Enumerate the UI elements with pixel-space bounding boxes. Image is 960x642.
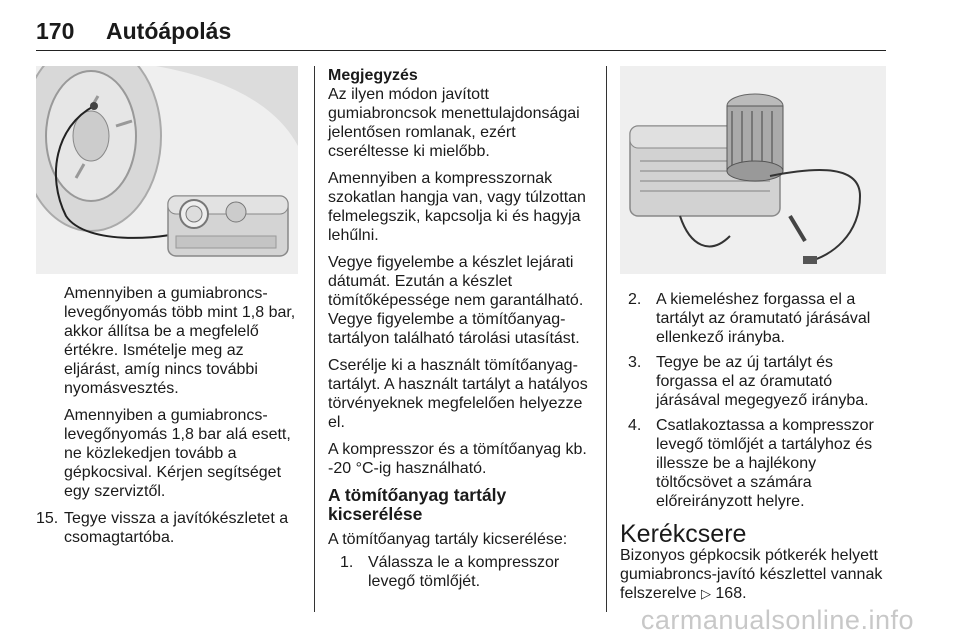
page-reference[interactable]: 168.: [715, 585, 747, 602]
sealant-bottle-illustration: [620, 66, 886, 274]
paragraph: [620, 546, 890, 603]
list-item: [628, 290, 890, 347]
paragraph: Amennyiben a gumiabroncs-levegőnyomás 1,8 bar alá esett, ne közlekedjen tovább a gépkocsival. Kérjen segítséget egy szerviztől.: [64, 407, 291, 500]
chapter-title: Autóápolás: [106, 18, 232, 44]
arrow-ref-icon: ▷: [700, 586, 711, 601]
paragraph: Amennyiben a kompresszornak szokatlan hangja van, vagy túlzottan felmelegszik, kapcsolja ki és hagyja lehűlni.: [328, 170, 586, 244]
column-1-text: [36, 284, 304, 553]
list-item: [628, 353, 890, 410]
page-number: 170: [36, 18, 75, 44]
section-heading: Kerékcsere: [620, 520, 747, 548]
section-heading: A tömítőanyag tartály kicserélése: [328, 485, 507, 524]
list-item: [628, 416, 890, 511]
paragraph-text: Bizonyos gépkocsik pótkerék helyett gumiabroncs-javító készlettel vannak felszerelve: [620, 547, 883, 602]
step-number: 15.: [36, 510, 59, 527]
paragraph: A kompresszor és a tömítőanyag kb. -20 °C-ig használható.: [328, 441, 587, 477]
step-number: 3.: [628, 354, 642, 371]
step-number: 1.: [340, 554, 354, 571]
column-3-text: [620, 290, 890, 611]
section-intro: A tömítőanyag tartály kicserélése:: [328, 531, 568, 548]
step-text: Tegye vissza a javítókészletet a csomagtartóba.: [64, 510, 289, 546]
page-header: [36, 14, 886, 51]
step-text: Tegye be az új tartályt és forgassa el az óramutató járásával megegyező irányba.: [656, 354, 869, 409]
list-item: [340, 553, 594, 591]
note-title: Megjegyzés: [328, 67, 418, 84]
step-text: Csatlakoztassa a kompresszor levegő tömlőjét a tartályhoz és illessze be a hajlékony töltőcsövet a számára előreirányzott helyre.: [656, 417, 874, 510]
list-item: [36, 509, 304, 547]
column-divider: [314, 66, 315, 612]
step-number: 4.: [628, 417, 642, 434]
note-text: Az ilyen módon javított gumiabroncsok menettulajdonságai jelentősen romlanak, ezért cseréltesse ki mielőbb.: [328, 86, 580, 160]
step-text: A kiemeléshez forgassa el a tartályt az óramutató járásával ellenkező irányba.: [656, 291, 871, 346]
paragraph: Amennyiben a gumiabroncs-levegőnyomás több mint 1,8 bar, akkor állítsa be a megfelelő értékre. Ismételje meg az eljárást, amíg nincs további nyomásvesztés.: [64, 285, 296, 397]
column-divider: [606, 66, 607, 612]
paragraph: Vegye figyelembe a készlet lejárati dátumát. Ezután a készlet tömítőképessége nem garantálható. Vegye figyelembe a tömítőanyag-tartályon található tárolási utasítást.: [328, 254, 584, 347]
watermark: carmanualsonline.info: [640, 605, 914, 635]
column-2-text: [328, 66, 594, 597]
tire-compressor-illustration: [36, 66, 298, 274]
paragraph: Cserélje ki a használt tömítőanyag-tartályt. A használt tartályt a hatályos törvényeknek megfelelően helyezze el.: [328, 357, 588, 431]
step-text: Válassza le a kompresszor levegő tömlőjét.: [368, 554, 560, 590]
step-number: 2.: [628, 291, 642, 308]
